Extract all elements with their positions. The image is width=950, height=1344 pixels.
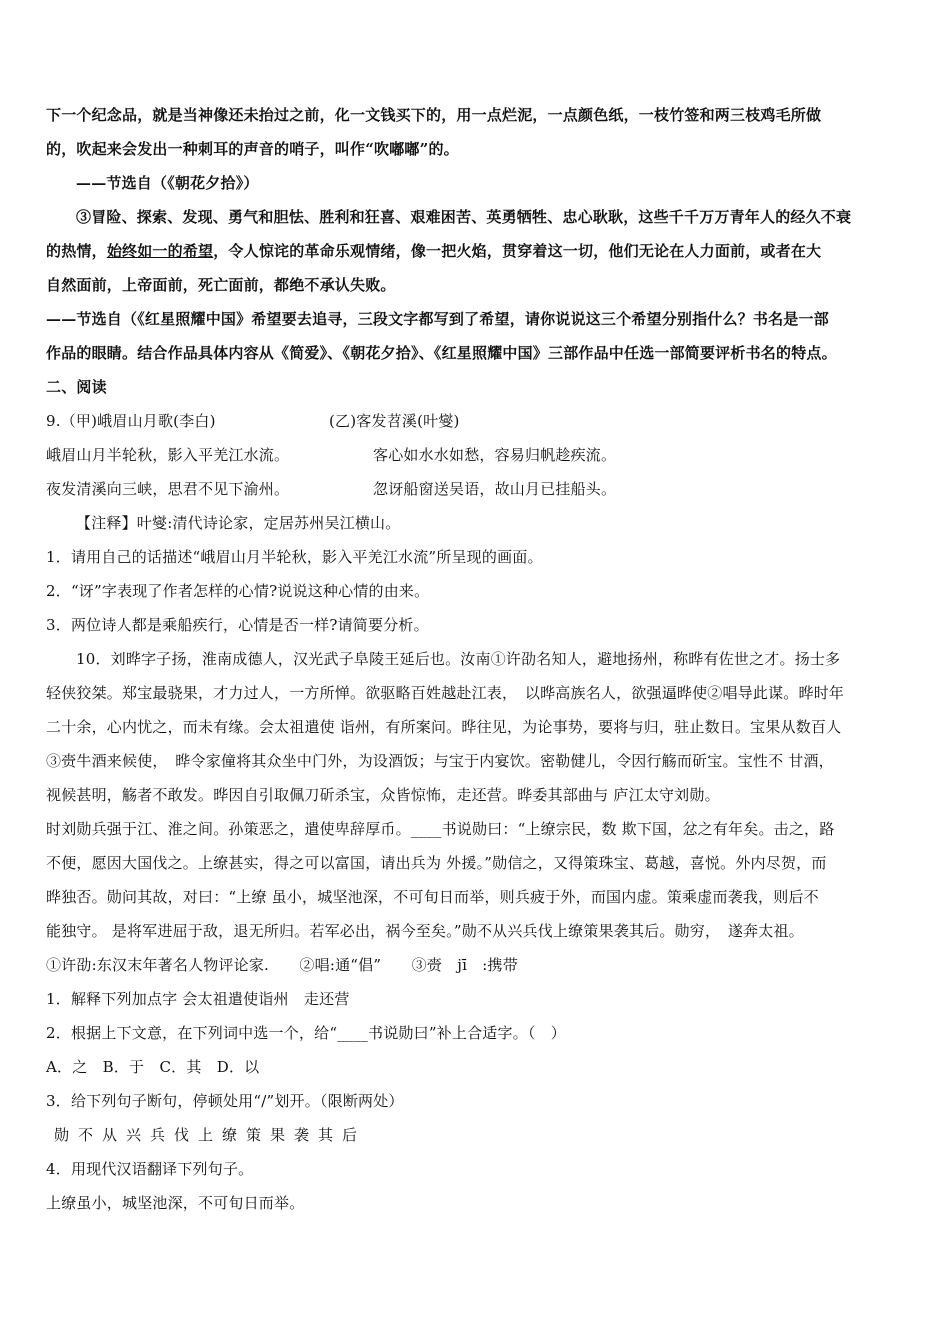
passage-3-line-2 bbox=[46, 234, 908, 268]
passage-3-text-a: 的热情， bbox=[46, 242, 107, 260]
q10-line-4: ③赍牛酒来候使， 晔令家僮将其众坐中门外，为设酒饭；与宝于内宴饮。密勒健儿，令因行觞而斫宝。宝性不 甘酒， bbox=[46, 752, 834, 770]
q10-footnote: ①许劭:东汉末年著名人物评论家. ②唱:通“倡” ③赍 jī :携带 bbox=[46, 956, 518, 974]
q10-line-3: 二十余，心内忧之，而未有缘。会太祖遣使 诣州，有所案问。晔往见，为论事势，要将与归，驻止数日。宝果从数百人 bbox=[46, 718, 842, 736]
poem-row-2 bbox=[46, 472, 908, 506]
q10-line-9: 能独守。 是将军进屈于敌，退无所归。若军必出，祸今至矣。”勋不从兴兵伐上缭策果袭其后。勋穷， 遂奔太祖。 bbox=[46, 922, 804, 940]
q10-item-4: 4．用现代汉语翻译下列句子。 bbox=[46, 1160, 254, 1178]
q10-line-6: 时刘勋兵强于江、淮之间。孙策恶之，遣使卑辞厚币。____书说勋曰：“上缭宗民，数 欺下国，忿之有年矣。击之，路 bbox=[46, 820, 835, 838]
q10-item-1: 1．解释下列加点字 会太祖遣使诣州 走还营 bbox=[46, 990, 350, 1008]
passage-2-source: ——节选自（《朝花夕拾》） bbox=[76, 174, 259, 192]
passage-2-line-2: 的，吹起来会发出一种刺耳的声音的哨子，叫作“吹嘟嘟”的。 bbox=[46, 140, 459, 158]
question-8-line-2: 作品的眼睛。结合作品具体内容从《简爱》、《朝花夕拾》、《红星照耀中国》三部作品中任选一部简要评析书名的特点。 bbox=[46, 344, 837, 362]
poem-b-line-2: 忽讶船窗送吴语，故山月已挂船头。 bbox=[373, 480, 617, 498]
q10-line-7: 不便，愿因大国伐之。上缭甚实，得之可以富国，请出兵为 外援。”勋信之，又得策珠宝、葛越，喜悦。外内尽贺，而 bbox=[46, 854, 827, 872]
q10-line-8: 晔独否。勋问其故，对曰：“上缭 虽小，城坚池深，不可旬日而举，则兵疲于外，而国内虚。策乘虚而袭我，则后不 bbox=[46, 888, 819, 906]
q9-item-3: 3．两位诗人都是乘船疾行，心情是否一样?请简要分析。 bbox=[46, 616, 429, 634]
passage-3-underlined-phrase: 始终如一的希望 bbox=[106, 242, 214, 260]
q9-item-2: 2．“讶”字表现了作者怎样的心情?说说这种心情的由来。 bbox=[46, 582, 430, 600]
poem-row-1 bbox=[46, 438, 908, 472]
poem-b-line-1: 客心如水水如愁，容易归帆趁疾流。 bbox=[373, 446, 617, 464]
section-heading: 二、阅读 bbox=[46, 378, 107, 396]
q10-line-1: 10．刘晔字子扬，淮南成德人，汉光武子阜陵王延后也。汝南①许劭名知人，避地扬州，称晔有佐世之才。扬士多 bbox=[76, 650, 841, 668]
q10-item-2: 2．根据上下文意，在下列词中选一个，给“____书说勋曰”补上合适字。（ ） bbox=[46, 1024, 566, 1042]
q9-note: 【注释】叶燮:清代诗论家，定居苏州吴江横山。 bbox=[76, 514, 401, 532]
passage-3-text-b: ，令人惊诧的革命乐观情绪，像一把火焰，贯穿着这一切，他们无论在人力面前，或者在大 bbox=[213, 242, 822, 260]
q10-options: A．之 B．于 C．其 D．以 bbox=[46, 1058, 260, 1076]
poem-b-title: (乙)客发苕溪(叶燮) bbox=[329, 412, 460, 430]
q10-line-5: 视候甚明，觞者不敢发。晔因自引取佩刀斫杀宝，众皆惊怖，走还营。晔委其部曲与 庐江太守刘勋。 bbox=[46, 786, 720, 804]
document-page bbox=[46, 98, 908, 1220]
q9-titles bbox=[46, 404, 908, 438]
q9-item-1: 1．请用自己的话描述“峨眉山月半轮秋，影入平羌江水流”所呈现的画面。 bbox=[46, 548, 543, 566]
q10-item-3: 3．给下列句子断句，停顿处用“/”划开。（限断两处） bbox=[46, 1092, 404, 1110]
question-8-line-1: ——节选自（《红星照耀中国》希望要去追寻，三段文字都写到了希望，请你说说这三个希望分别指什么？书名是一部 bbox=[46, 310, 829, 328]
passage-3-line-3: 自然面前，上帝面前，死亡面前，都绝不承认失败。 bbox=[46, 276, 396, 294]
q10-line-2: 轻侠狡桀。郑宝最骁果，才力过人，一方所惮。欲驱略百姓越赴江表， 以晔高族名人，欲强逼晔使②唱导此谋。晔时年 bbox=[46, 684, 845, 702]
q10-sentence-to-punctuate: 勋不从兴兵伐上缭策果袭其后 bbox=[54, 1126, 367, 1144]
q10-sentence-to-translate: 上缭虽小，城坚池深，不可旬日而举。 bbox=[46, 1194, 305, 1212]
poem-a-title: 9.（甲)峨眉山月歌(李白) bbox=[46, 412, 216, 430]
passage-3-line-1: ③冒险、探索、发现、勇气和胆怯、胜利和狂喜、艰难困苦、英勇牺牲、忠心耿耿，这些千千万万青年人的经久不衰 bbox=[76, 208, 852, 226]
poem-a-line-2: 夜发清溪向三峡，思君不见下渝州。 bbox=[46, 480, 290, 498]
poem-a-line-1: 峨眉山月半轮秋，影入平羌江水流。 bbox=[46, 446, 290, 464]
passage-2-line-1: 下一个纪念品，就是当神像还未抬过之前，化一文钱买下的，用一点烂泥，一点颜色纸，一枝竹签和两三枝鸡毛所做 bbox=[46, 106, 822, 124]
